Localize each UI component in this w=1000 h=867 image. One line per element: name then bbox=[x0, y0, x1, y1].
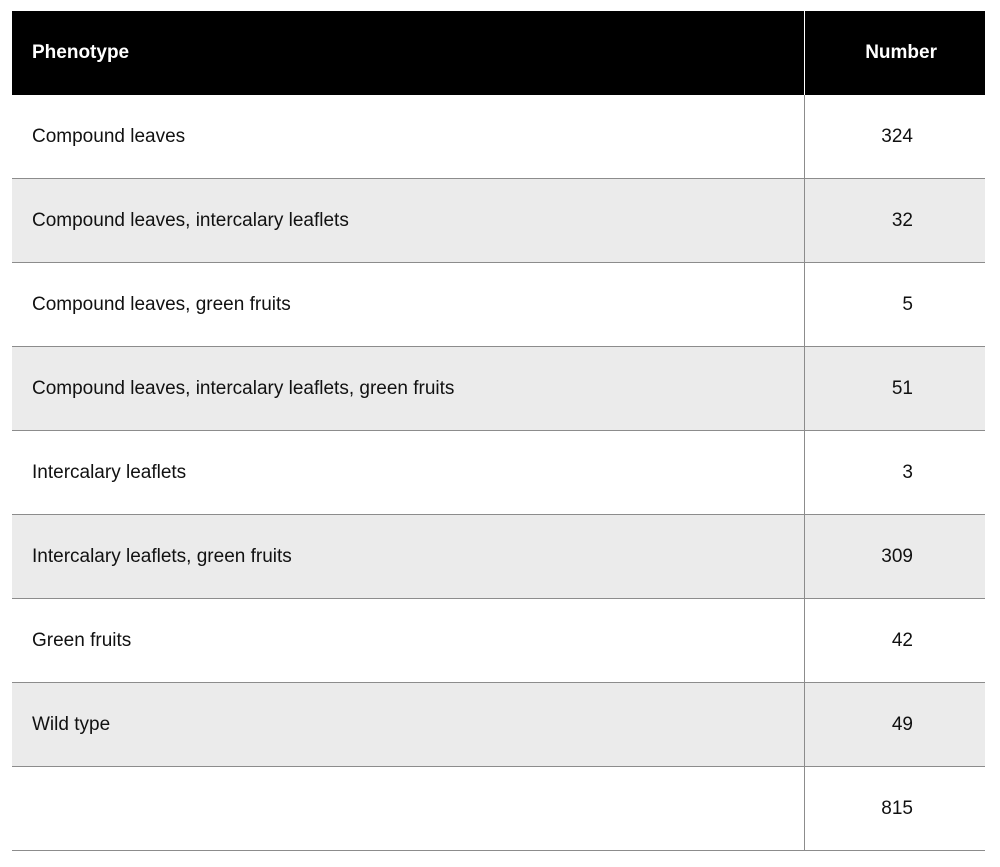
table-row bbox=[12, 179, 985, 263]
phenotype-cell: Wild type bbox=[12, 683, 804, 767]
number-cell: 3 bbox=[804, 431, 985, 515]
table-body bbox=[12, 95, 985, 851]
table-header bbox=[12, 11, 985, 95]
phenotype-cell: Compound leaves bbox=[12, 95, 804, 179]
number-cell: 5 bbox=[804, 263, 985, 347]
total-row bbox=[12, 767, 985, 851]
phenotype-cell: Compound leaves, intercalary leaflets, green fruits bbox=[12, 347, 804, 431]
total-number-cell: 815 bbox=[804, 767, 985, 851]
table-row bbox=[12, 431, 985, 515]
table-row bbox=[12, 515, 985, 599]
table-row bbox=[12, 683, 985, 767]
number-cell: 49 bbox=[804, 683, 985, 767]
phenotype-cell: Intercalary leaflets, green fruits bbox=[12, 515, 804, 599]
number-cell: 309 bbox=[804, 515, 985, 599]
column-header-phenotype: Phenotype bbox=[12, 11, 804, 95]
phenotype-cell: Intercalary leaflets bbox=[12, 431, 804, 515]
number-cell: 42 bbox=[804, 599, 985, 683]
number-cell: 32 bbox=[804, 179, 985, 263]
phenotype-cell: Compound leaves, green fruits bbox=[12, 263, 804, 347]
table-row bbox=[12, 95, 985, 179]
phenotype-cell: Green fruits bbox=[12, 599, 804, 683]
phenotype-cell: Compound leaves, intercalary leaflets bbox=[12, 179, 804, 263]
phenotype-table bbox=[12, 11, 985, 851]
table-row bbox=[12, 599, 985, 683]
number-cell: 324 bbox=[804, 95, 985, 179]
column-header-number: Number bbox=[804, 11, 985, 95]
table-row bbox=[12, 347, 985, 431]
phenotype-table-container bbox=[12, 11, 985, 851]
number-cell: 51 bbox=[804, 347, 985, 431]
total-label-cell bbox=[12, 767, 804, 851]
header-row bbox=[12, 11, 985, 95]
table-row bbox=[12, 263, 985, 347]
